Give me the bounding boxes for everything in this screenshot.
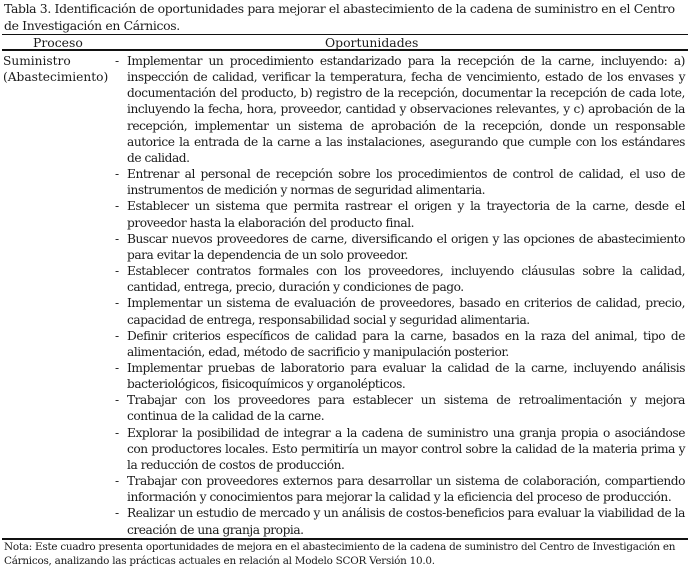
list-item-text: Implementar un procedimiento estandarizado para la recepción de la carne, incluyendo: a) inspección de calidad, verificar la temperatura, fecha de vencimiento, estado de los envases y documentación del producto, b) registro de la recepción, documentar la recepción de cada lote, incluyendo la fecha, hora, proveedor, cantidad y observaciones relevantes, y c) aprobación de la recepción, implementar un sistema de aprobación de la recepción, donde un responsable autorice la entrada de la carne a las instalaciones, asegurando que cumple con los estándares de calidad. bbox=[127, 54, 685, 165]
list-item bbox=[113, 53, 685, 166]
table-header-rule bbox=[2, 49, 688, 51]
list-item bbox=[113, 505, 685, 537]
dash-bullet: - bbox=[115, 393, 119, 408]
list-item bbox=[113, 198, 685, 230]
list-item bbox=[113, 473, 685, 505]
list-item bbox=[113, 328, 685, 360]
column-header-oportunidades: Oportunidades bbox=[325, 35, 419, 50]
dash-bullet: - bbox=[115, 506, 119, 521]
table-caption: Tabla 3. Identificación de oportunidades para mejorar el abastecimiento de la cadena de suministro en el Centro de Investigación en Cárnicos. bbox=[4, 1, 675, 33]
list-item-text: Explorar la posibilidad de integrar a la cadena de suministro una granja propia o asociándose con productores locales. Esto permitiría un mayor control sobre la calidad de la materia prima y la reducción de costos de producción. bbox=[127, 425, 685, 472]
list-item-text: Establecer un sistema que permita rastrear el origen y la trayectoria de la carne, desde el proveedor hasta la elaboración del producto final. bbox=[127, 199, 685, 230]
list-item bbox=[113, 360, 685, 392]
list-item-text: Implementar pruebas de laboratorio para evaluar la calidad de la carne, incluyendo análisis bacteriológicos, fisicoquímicos y organolépticos. bbox=[127, 360, 685, 392]
dash-bullet: - bbox=[115, 360, 119, 375]
dash-bullet: - bbox=[115, 199, 119, 214]
list-item-text: Trabajar con proveedores externos para desarrollar un sistema de colaboración, compartiendo información y conocimientos para mejorar la calidad y la eficiencia del proceso de producción. bbox=[127, 474, 685, 505]
column-header-proceso: Proceso bbox=[33, 35, 83, 50]
dash-bullet: - bbox=[115, 296, 119, 311]
list-item-text: Implementar un sistema de evaluación de proveedores, basado en criterios de calidad, precio, capacidad de entrega, responsabilidad social y seguridad alimentaria. bbox=[127, 296, 685, 327]
list-item bbox=[113, 295, 685, 327]
list-item-text: Establecer contratos formales con los proveedores, incluyendo cláusulas sobre la calidad, cantidad, entrega, precio, duración y condiciones de pago. bbox=[127, 264, 685, 295]
dash-bullet: - bbox=[115, 167, 119, 182]
dash-bullet: - bbox=[115, 425, 119, 440]
list-item-text: Trabajar con los proveedores para establecer un sistema de retroalimentación y mejora continua de la calidad de la carne. bbox=[127, 393, 685, 424]
list-item bbox=[113, 392, 685, 424]
table-note: Nota: Este cuadro presenta oportunidades de mejora en el abastecimiento de la cadena de suministro del Centro de Investigación en Cárnicos, analizando las prácticas actuales en relación al Modelo SCOR Versión 10.0. bbox=[4, 541, 676, 568]
list-item bbox=[113, 231, 685, 263]
dash-bullet: - bbox=[115, 474, 119, 489]
list-item bbox=[113, 166, 685, 198]
list-item-text: Entrenar al personal de recepción sobre los procedimientos de control de calidad, el uso de instrumentos de medición y normas de seguridad alimentaria. bbox=[127, 167, 685, 198]
dash-bullet: - bbox=[115, 328, 119, 343]
proceso-cell: Suministro (Abastecimiento) bbox=[3, 54, 109, 85]
list-item-text: Definir criterios específicos de calidad para la carne, basados en la raza del animal, tipo de alimentación, edad, método de sacrificio y manipulación posterior. bbox=[127, 328, 685, 359]
list-item-text: Realizar un estudio de mercado y un análisis de costos-beneficios para evaluar la viabilidad de la creación de una granja propia. bbox=[127, 506, 685, 537]
oportunidades-list bbox=[113, 53, 685, 538]
list-item bbox=[113, 425, 685, 473]
dash-bullet: - bbox=[115, 54, 119, 68]
list-item-text: Buscar nuevos proveedores de carne, diversificando el origen y las opciones de abastecimiento para evitar la dependencia de un solo proveedor. bbox=[127, 231, 685, 262]
list-item bbox=[113, 263, 685, 295]
dash-bullet: - bbox=[115, 264, 119, 279]
dash-bullet: - bbox=[115, 231, 119, 246]
